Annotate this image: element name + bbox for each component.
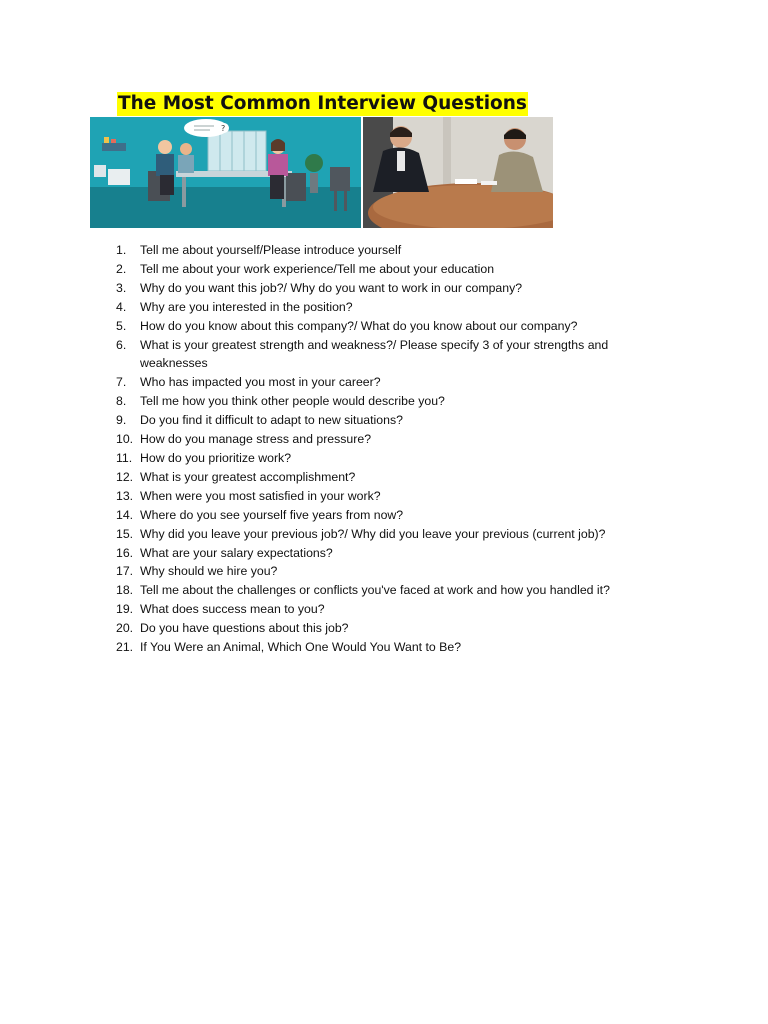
list-item-text: Tell me how you think other people would describe you? xyxy=(140,394,445,409)
page-title: The Most Common Interview Questions xyxy=(118,93,527,114)
list-item xyxy=(0,279,630,298)
list-item-number: 4. xyxy=(116,299,127,314)
list-item xyxy=(0,562,630,581)
list-item-number: 7. xyxy=(116,375,127,390)
list-item xyxy=(0,392,630,411)
list-item-text: Why did you leave your previous job?/ Why did you leave your previous (current job)? xyxy=(140,526,606,541)
list-item xyxy=(0,544,630,563)
list-item-text: Why do you want this job?/ Why do you want to work in our company? xyxy=(140,280,523,295)
list-item-number: 17. xyxy=(116,564,134,579)
list-item-number: 5. xyxy=(116,318,127,333)
list-item xyxy=(0,525,630,544)
list-item-number: 9. xyxy=(116,413,127,428)
office-interview-illustration-icon xyxy=(90,117,361,228)
list-item-text: Tell me about your work experience/Tell me about your education xyxy=(140,261,495,276)
list-item-text: When were you most satisfied in your work? xyxy=(140,488,381,503)
list-item-text: Do you find it difficult to adapt to new situations? xyxy=(140,413,403,428)
list-item xyxy=(0,581,630,600)
list-item xyxy=(0,317,630,336)
list-item-number: 1. xyxy=(116,243,127,257)
list-item-number: 18. xyxy=(116,583,134,598)
list-item xyxy=(0,373,630,392)
list-item-number: 14. xyxy=(116,507,134,522)
list-item xyxy=(0,638,630,657)
list-item-number: 20. xyxy=(116,621,134,636)
list-item xyxy=(0,298,630,317)
interview-photo-icon xyxy=(363,117,553,228)
list-item xyxy=(0,600,630,619)
list-item-number: 12. xyxy=(116,469,134,484)
list-item xyxy=(0,619,630,638)
list-item-number: 11. xyxy=(116,450,133,465)
list-item xyxy=(0,506,630,525)
list-item-text: Tell me about yourself/Please introduce yourself xyxy=(140,243,402,257)
list-item-text: If You Were an Animal, Which One Would You Want to Be? xyxy=(140,640,462,655)
list-item-number: 16. xyxy=(116,545,134,560)
list-item-text: Where do you see yourself five years from now? xyxy=(140,507,404,522)
interview-photo-svg xyxy=(363,117,553,228)
list-item-text: How do you prioritize work? xyxy=(140,450,292,465)
list-item-text: How do you know about this company?/ What do you know about our company? xyxy=(140,318,578,333)
list-item-text: Why should we hire you? xyxy=(140,564,278,579)
list-item xyxy=(0,430,630,449)
list-item xyxy=(0,411,630,430)
list-item-text: How do you manage stress and pressure? xyxy=(140,432,372,447)
list-item-text: Why are you interested in the position? xyxy=(140,299,353,314)
list-item-number: 10. xyxy=(116,432,134,447)
list-item-number: 15. xyxy=(116,526,134,541)
list-item-text: What does success mean to you? xyxy=(140,602,325,617)
list-item-number: 8. xyxy=(116,394,127,409)
list-item xyxy=(0,336,630,374)
svg-text:?: ? xyxy=(221,124,226,133)
list-item xyxy=(0,468,630,487)
list-item xyxy=(0,449,630,468)
list-item-text: Who has impacted you most in your career? xyxy=(140,375,381,390)
list-item-number: 13. xyxy=(116,488,134,503)
list-item-number: 6. xyxy=(116,337,127,352)
list-item xyxy=(0,487,630,506)
list-item xyxy=(0,260,630,279)
list-item-number: 3. xyxy=(116,280,127,295)
list-item-number: 19. xyxy=(116,602,134,617)
list-item-number: 2. xyxy=(116,261,127,276)
questions-list xyxy=(0,241,768,657)
list-item-text: Tell me about the challenges or conflicts you've faced at work and how you handled it? xyxy=(140,583,610,598)
list-item-text: What is your greatest strength and weakness?/ Please specify 3 of your strengths and weaknesses xyxy=(140,337,609,371)
list-item-text: What is your greatest accomplishment? xyxy=(140,469,356,484)
list-item-number: 21. xyxy=(116,640,134,655)
list-item xyxy=(0,241,630,260)
office-illustration-svg xyxy=(90,117,361,228)
list-item-text: What are your salary expectations? xyxy=(140,545,333,560)
list-item-text: Do you have questions about this job? xyxy=(140,621,349,636)
